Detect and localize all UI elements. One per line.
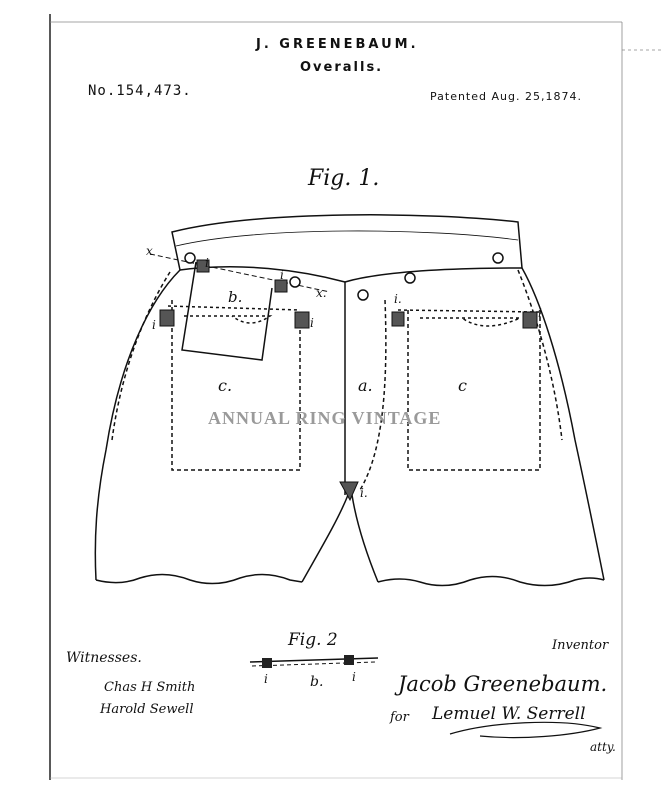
label-i: i — [310, 316, 314, 330]
label-i: i — [152, 318, 156, 332]
inventor-label: Inventor — [552, 638, 609, 653]
inventor-name: J. GREENEBAUM. — [256, 37, 419, 52]
label-c-left: c. — [218, 376, 233, 395]
label-i: i. — [394, 292, 402, 306]
witness-signature-1: Chas H Smith — [104, 680, 196, 695]
label-i: i — [538, 306, 542, 320]
attorney-signature: Lemuel W. Serrell — [432, 704, 586, 724]
patent-number: No.154,473. — [88, 83, 192, 99]
patent-title: Overalls. — [300, 60, 384, 75]
fig2-label-i: i — [264, 672, 268, 686]
witness-signature-2: Harold Sewell — [100, 702, 194, 717]
label-i: i. — [360, 486, 368, 500]
label-c-right: c — [458, 376, 467, 395]
label-x-left: x — [146, 244, 153, 258]
attorney-prefix: for — [390, 710, 409, 725]
inventor-signature: Jacob Greenebaum. — [398, 672, 608, 696]
label-i: i — [205, 256, 209, 270]
witnesses-label: Witnesses. — [66, 650, 142, 666]
label-x-right: x. — [316, 286, 327, 300]
fig2-label-b: b. — [310, 674, 324, 690]
label-b: b. — [228, 288, 243, 306]
patent-date: Patented Aug. 25,1874. — [430, 90, 582, 103]
label-a: a. — [358, 376, 373, 395]
fig2-label-i: i — [352, 670, 356, 684]
fig2-caption: Fig. 2 — [288, 630, 338, 650]
watermark: ANNUAL RING VINTAGE — [208, 408, 442, 428]
fig1-caption: Fig. 1. — [308, 166, 380, 191]
label-i: i — [280, 268, 284, 282]
attorney-suffix: atty. — [590, 740, 616, 754]
